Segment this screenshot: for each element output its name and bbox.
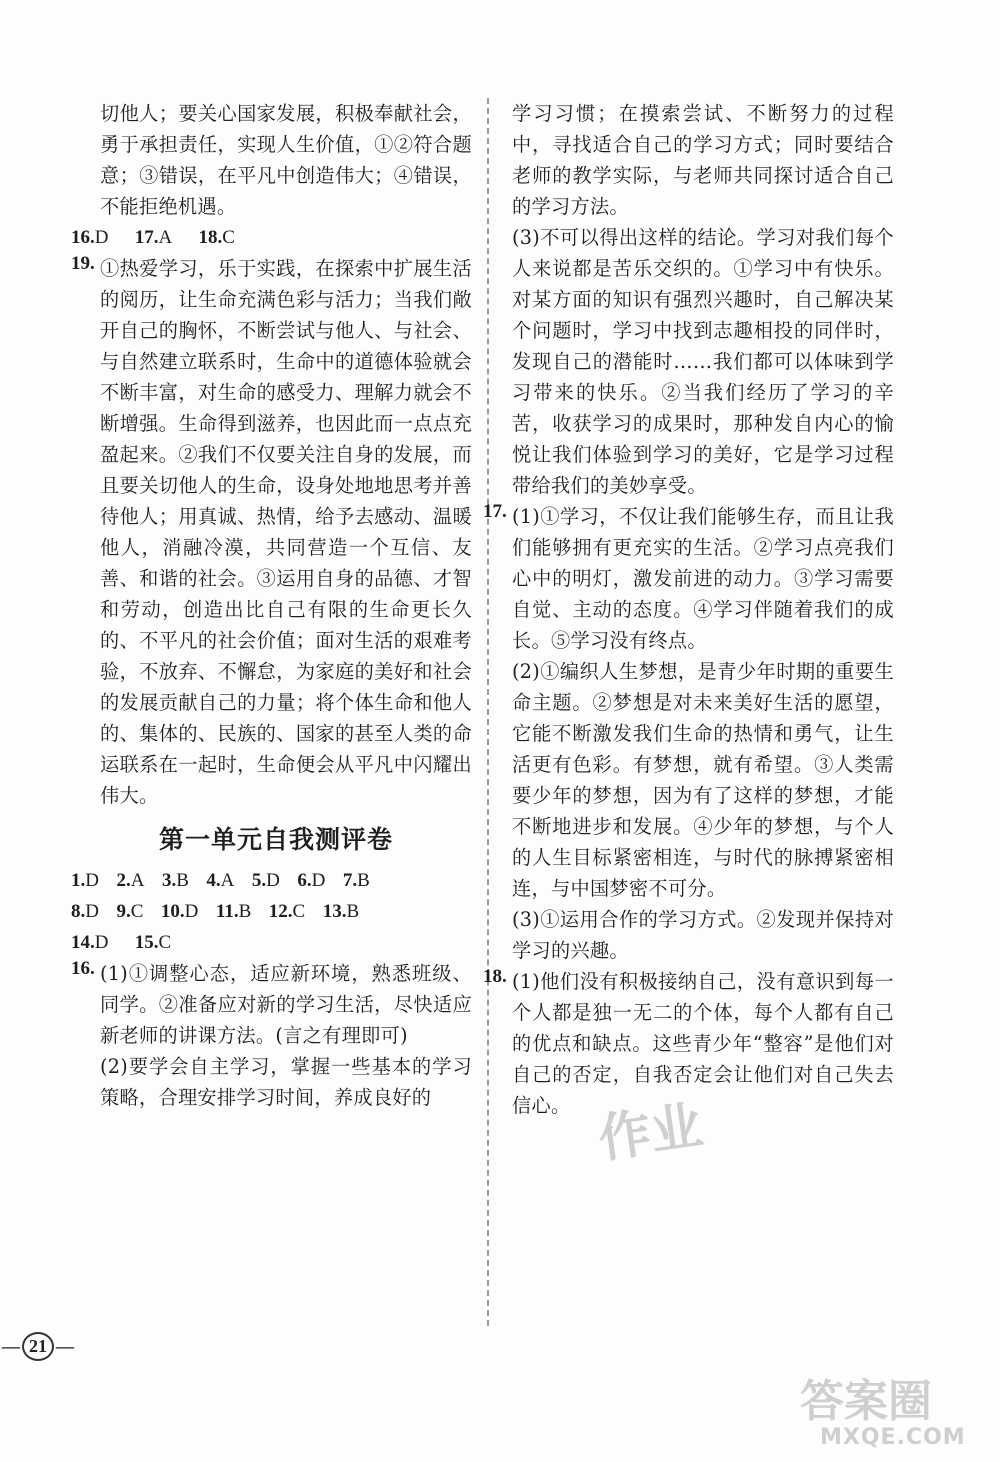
answer-val: D: [94, 227, 109, 248]
answer-val: D: [94, 932, 109, 953]
right-column: [483, 98, 894, 1121]
answer-val: C: [130, 901, 144, 922]
question-19-answer: ①热爱学习，乐于实践，在探索中扩展生活的阅历，让生命充满色彩与活力；当我们敞开自己的胸怀，不断尝试与他人、与社会、与自然建立联系时，生命中的道德体验就会不断丰富，对生命的感受力、理解力就会不断增强。生命得到滋养，也因此而一点点充盈起来。②我们不仅要关注自身的发展，而且要关切他人的生命，设身处地地思考并善待他人；用真诚、热情，给予去感动、温暖他人，消融冷漠，共同营造一个互信、友善、和谐的社会。③运用自身的品德、才智和劳动，创造出比自己有限的生命更长久的、不平凡的社会价值；面对生活的艰难考验，不放弃、不懈怠，为家庭的美好和社会的发展贡献自己的力量；将个体生命和他人的、集体的、民族的、国家的甚至人类的命运联系在一起时，生命便会从平凡中闪耀出伟大。: [100, 257, 472, 807]
left-column: [71, 98, 472, 1113]
answer-num: 14.: [71, 932, 95, 953]
watermark-zuoye: 作业: [595, 1096, 707, 1170]
answer-val: A: [130, 870, 145, 891]
answer-val: D: [85, 901, 99, 922]
answer-num: 10.: [160, 901, 185, 922]
answer-val: B: [357, 870, 370, 891]
section-heading: 第一单元自我测评卷: [158, 825, 393, 854]
question-number: 18.: [483, 966, 507, 987]
answer-num: 11.: [215, 901, 239, 922]
answer-num: 5.: [251, 870, 267, 891]
question-number: 17.: [483, 501, 507, 522]
answer-val: A: [158, 227, 173, 248]
question-16: [71, 958, 472, 1113]
answers-row-2: [71, 896, 472, 927]
answer-val: D: [266, 870, 280, 891]
answer-val: D: [85, 870, 99, 891]
answer-val: A: [220, 870, 235, 891]
page-number-value: 21: [22, 1332, 54, 1361]
answer-num: 15.: [134, 932, 159, 953]
question-16-part-1: (1)①调整心态，适应新环境，熟悉班级、同学。②准备应对新的学习生活，尽快适应新老师的讲课方法。(言之有理即可): [100, 962, 472, 1047]
question-19: [71, 253, 472, 811]
question-17: [483, 501, 894, 966]
question-number: 19.: [71, 253, 95, 274]
answer-num: 9.: [116, 901, 131, 922]
answer-val: B: [346, 901, 360, 922]
answer-num: 2.: [116, 870, 131, 891]
answers-row-1: [71, 865, 472, 896]
left-continuation-text: 切他人；要关心国家发展，积极奉献社会，勇于承担责任，实现人生价值，①②符合题意；③错误，在平凡中创造伟大；④错误，不能拒绝机遇。: [100, 102, 472, 218]
answer-num: 12.: [268, 901, 293, 922]
answer-num: 17.: [134, 227, 159, 248]
answer-num: 4.: [206, 870, 221, 891]
question-18: [483, 966, 894, 1121]
question-number: 16.: [71, 958, 95, 979]
answer-val: C: [158, 932, 172, 953]
answer-val: D: [311, 870, 326, 891]
question-18-part-1: (1)他们没有积极接纳自己，没有意识到每一个人都是独一无二的个体，每个人都有自己的优点和缺点。这些青少年“整容”是他们对自己的否定，自我否定会让他们对自己失去信心。: [512, 970, 894, 1117]
right-continuation-text-2: (3)不可以得出这样的结论。学习对我们每个人来说都是苦乐交织的。①学习中有快乐。对某方面的知识有强烈兴趣时，自己解决某个问题时，学习中找到志趣相投的同伴时，发现自己的潜能时……我们都可以体味到学习带来的快乐。②当我们经历了学习的辛苦，收获学习的成果时，那种发自内心的愉悦让我们体验到学习的美好，它是学习过程带给我们的美妙享受。: [512, 226, 894, 497]
answer-num: 8.: [71, 901, 86, 922]
question-17-part-1: (1)①学习，不仅让我们能够生存，而且让我们能够拥有更充实的生活。②学习点亮我们心中的明灯，激发前进的动力。③学习需要自觉、主动的态度。④学习伴随着我们的成长。⑤学习没有终点。: [512, 505, 894, 652]
answer-num: 1.: [71, 870, 86, 891]
answer-val: D: [184, 901, 199, 922]
column-divider: [487, 98, 489, 1326]
answer-num: 16.: [71, 227, 95, 248]
answer-num: 13.: [322, 901, 347, 922]
page-number: — 21 —: [2, 1332, 74, 1361]
answer-val: B: [176, 870, 189, 891]
answers-row-3: [71, 927, 472, 958]
answer-num: 6.: [297, 870, 312, 891]
answer-val: B: [238, 901, 252, 922]
answers-16-18: [71, 222, 472, 253]
answer-val: C: [292, 901, 306, 922]
watermark-url: MXQE.COM: [820, 1425, 966, 1450]
answer-num: 7.: [342, 870, 358, 891]
answer-val: C: [222, 227, 235, 248]
question-17-part-3: (3)①运用合作的学习方式。②发现并保持对学习的兴趣。: [512, 908, 894, 962]
answer-num: 3.: [161, 870, 177, 891]
answer-num: 18.: [198, 227, 223, 248]
question-16-part-2: (2)要学会自主学习，掌握一些基本的学习策略，合理安排学习时间，养成良好的: [100, 1055, 472, 1109]
right-continuation-text-1: 学习习惯；在摸索尝试、不断努力的过程中，寻找适合自己的学习方式；同时要结合老师的教学实际，与老师共同探讨适合自己的学习方法。: [512, 102, 894, 218]
watermark-logo: 答案圈: [800, 1376, 932, 1427]
question-17-part-2: (2)①编织人生梦想，是青少年时期的重要生命主题。②梦想是对未来美好生活的愿望，它能不断激发我们生命的热情和勇气，让生活更有色彩。有梦想，就有希望。③人类需要少年的梦想，因为有了这样的梦想，才能不断地进步和发展。④少年的梦想，与个人的人生目标紧密相连，与时代的脉搏紧密相连，与中国梦密不可分。: [512, 660, 894, 900]
